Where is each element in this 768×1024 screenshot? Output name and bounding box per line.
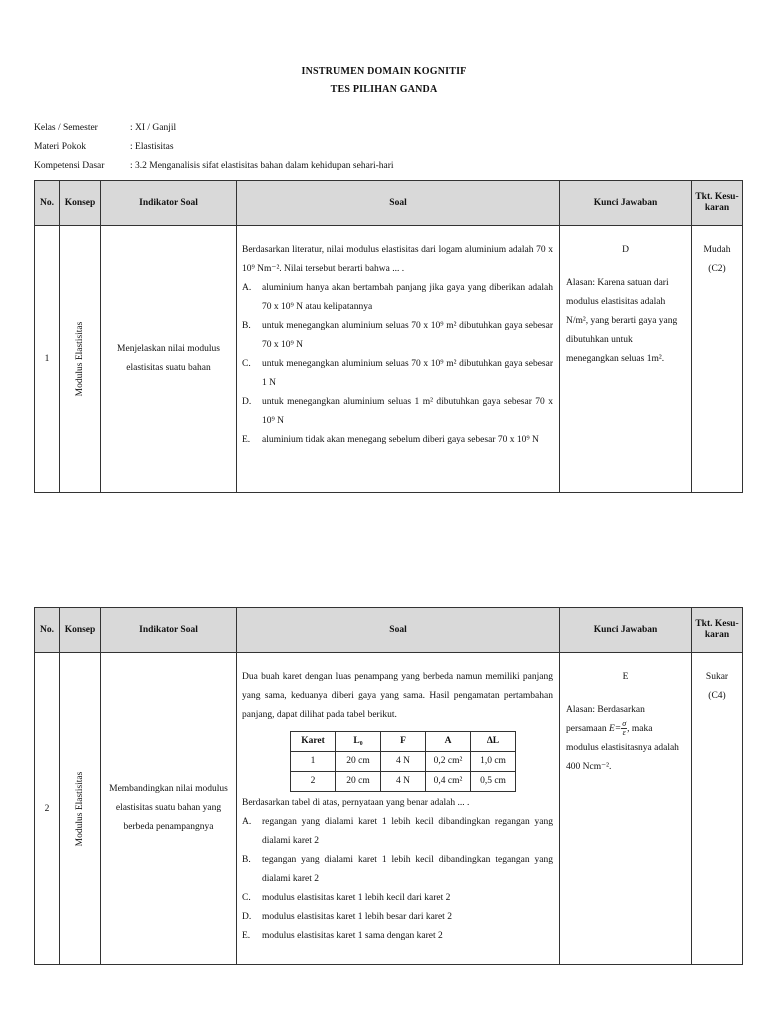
option-text: tegangan yang dialami karet 1 lebih kecil dibandingkan tegangan yang dialami karet 2	[262, 855, 553, 884]
answer-key: D	[622, 245, 629, 255]
option-text: modulus elastisitas karet 1 lebih kecil dari karet 2	[262, 893, 451, 903]
info-row-materi	[34, 142, 174, 152]
data-table-cell: 20 cm	[336, 772, 381, 792]
option-d	[242, 908, 553, 927]
option-letter: D.	[242, 397, 252, 407]
header-indikator: Indikator Soal	[101, 181, 237, 226]
data-table-header: Karet	[291, 732, 336, 752]
tingkat-cell	[692, 653, 743, 965]
data-table-cell: 20 cm	[336, 752, 381, 772]
header-no: No.	[35, 181, 60, 226]
konsep-label: Modulus Elastisitas	[75, 321, 85, 397]
soal-cell	[237, 226, 560, 493]
document-subtitle: TES PILIHAN GANDA	[330, 84, 438, 95]
option-text: untuk menegangkan aluminium seluas 70 x 10⁹ m² dibutuhkan gaya sebesar 1 N	[262, 359, 553, 388]
header-konsep: Konsep	[60, 181, 101, 226]
after-table-text: Berdasarkan tabel di atas, pernyataan yang benar adalah ... .	[242, 798, 470, 808]
data-table-header: ΔL	[471, 732, 516, 752]
question-number: 1	[35, 226, 60, 493]
option-e	[242, 927, 553, 946]
cognitive-level: (C4)	[708, 691, 726, 701]
indikator-text: Membandingkan nilai modulus elastisitas suatu bahan yang berbeda penampangnya	[101, 653, 237, 965]
question-number: 2	[35, 653, 60, 965]
info-label: Kompetensi Dasar	[34, 161, 105, 171]
data-table-cell: 0,2 cm²	[426, 752, 471, 772]
question-table-2	[34, 607, 743, 965]
answer-reason	[566, 701, 685, 777]
option-text: modulus elastisitas karet 1 sama dengan karet 2	[262, 931, 443, 941]
data-table-header: F	[381, 732, 426, 752]
option-letter: E.	[242, 931, 251, 941]
option-letter: A.	[242, 283, 252, 293]
option-a	[242, 813, 553, 851]
data-table	[290, 731, 516, 792]
option-letter: B.	[242, 321, 251, 331]
data-table-cell: 2	[291, 772, 336, 792]
tingkat-cell	[692, 226, 743, 493]
kunci-cell	[560, 226, 692, 493]
data-table-cell: 1	[291, 752, 336, 772]
option-c	[242, 889, 553, 908]
reason-prefix: Alasan: Berdasarkan persamaan	[566, 705, 645, 734]
option-c	[242, 355, 553, 393]
answer-reason: Alasan: Karena satuan dari modulus elastisitas adalah N/m², yang berarti gaya yang dibutuhkan untuk menegangkan seluas 1m².	[566, 278, 678, 364]
question-table-1	[34, 180, 743, 493]
data-table-header: A	[426, 732, 471, 752]
header-soal: Soal	[237, 608, 560, 653]
indikator-text: Menjelaskan nilai modulus elastisitas suatu bahan	[101, 226, 237, 493]
info-row-kelas	[34, 123, 176, 133]
option-letter: C.	[242, 359, 251, 369]
equation-numerator: σ	[622, 719, 627, 729]
konsep-cell	[60, 653, 101, 965]
info-label: Kelas / Semester	[34, 123, 98, 133]
info-value: : XI / Ganjil	[130, 123, 176, 133]
data-table-row	[291, 772, 516, 792]
data-table-cell: 4 N	[381, 752, 426, 772]
konsep-cell	[60, 226, 101, 493]
question-stem: Berdasarkan literatur, nilai modulus elastisitas dari logam aluminium adalah 70 x 10⁹ Nm⁻². Nilai tersebut berarti bahwa ... .	[242, 245, 553, 274]
header-kunci: Kunci Jawaban	[560, 608, 692, 653]
option-b	[242, 851, 553, 889]
cognitive-level: (C2)	[708, 264, 726, 274]
info-label: Materi Pokok	[34, 142, 86, 152]
answer-key: E	[622, 672, 629, 682]
header-indikator: Indikator Soal	[101, 608, 237, 653]
header-tingkat: Tkt. Kesu- karan	[692, 181, 743, 226]
option-letter: E.	[242, 435, 251, 445]
info-row-kompetensi	[34, 161, 394, 171]
soal-cell	[237, 653, 560, 965]
option-a	[242, 279, 553, 317]
difficulty-label: Sukar	[705, 672, 729, 682]
data-table-header: L₀	[336, 732, 381, 752]
option-text: regangan yang dialami karet 1 lebih kecil dibandingkan regangan yang dialami karet 2	[262, 817, 553, 846]
option-text: untuk menegangkan aluminium seluas 1 m² dibutuhkan gaya sebesar 70 x 10⁹ N	[262, 397, 553, 426]
option-letter: A.	[242, 817, 252, 827]
header-konsep: Konsep	[60, 608, 101, 653]
header-kunci: Kunci Jawaban	[560, 181, 692, 226]
option-text: aluminium hanya akan bertambah panjang jika gaya yang diberikan adalah 70 x 10⁹ N atau kelipatannya	[262, 283, 553, 312]
option-d	[242, 393, 553, 431]
option-text: aluminium tidak akan menegang sebelum diberi gaya sebesar 70 x 10⁹ N	[262, 435, 539, 445]
question-stem: Dua buah karet dengan luas penampang yang berbeda namun memiliki panjang yang sama, keduanya diberi gaya yang sama. Hasil pengamatan pertambahan panjang, dapat dilihat pada tabel berikut.	[242, 672, 553, 720]
option-letter: B.	[242, 855, 251, 865]
document-title: INSTRUMEN DOMAIN KOGNITIF	[301, 66, 467, 77]
option-letter: C.	[242, 893, 251, 903]
data-table-cell: 4 N	[381, 772, 426, 792]
option-text: modulus elastisitas karet 1 lebih besar dari karet 2	[262, 912, 452, 922]
option-b	[242, 317, 553, 355]
info-value: : Elastisitas	[130, 142, 174, 152]
option-text: untuk menegangkan aluminium seluas 70 x 10⁹ m² dibutuhkan gaya sebesar 70 x 10⁹ N	[262, 321, 553, 350]
equation-lhs: E=	[609, 724, 622, 734]
konsep-label: Modulus Elastisitas	[75, 771, 85, 846]
kunci-cell	[560, 653, 692, 965]
data-table-cell: 0,5 cm	[471, 772, 516, 792]
equation-denominator: ε	[622, 728, 626, 738]
header-soal: Soal	[237, 181, 560, 226]
difficulty-label: Mudah	[703, 245, 731, 255]
data-table-cell: 1,0 cm	[471, 752, 516, 772]
data-table-cell: 0,4 cm²	[426, 772, 471, 792]
option-letter: D.	[242, 912, 252, 922]
reason-suffix: , maka modulus elastisitasnya adalah 400 Ncm⁻².	[566, 724, 679, 772]
header-no: No.	[35, 608, 60, 653]
header-tingkat: Tkt. Kesu- karan	[692, 608, 743, 653]
info-value: : 3.2 Menganalisis sifat elastisitas bahan dalam kehidupan sehari-hari	[130, 161, 394, 171]
option-e	[242, 431, 553, 450]
data-table-row	[291, 752, 516, 772]
